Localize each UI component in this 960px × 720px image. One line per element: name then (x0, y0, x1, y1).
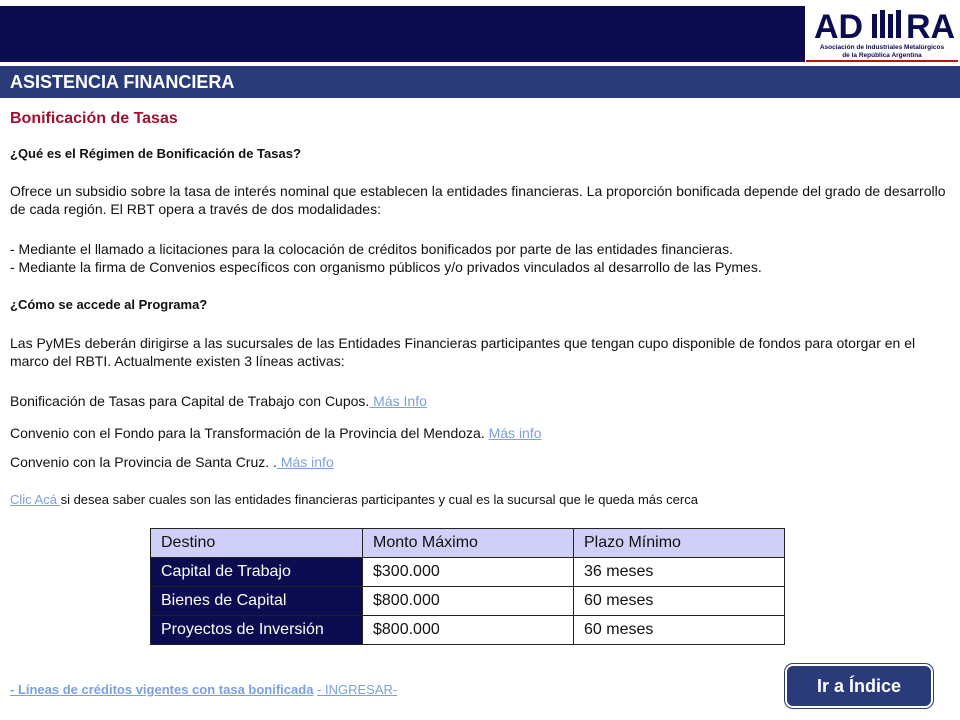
lineas-creditos-link[interactable]: - Líneas de créditos vigentes con tasa bonificada (10, 682, 314, 697)
table-cell-plazo: 60 meses (574, 616, 785, 645)
logo-subtitle: Asociación de Industriales Metalúrgicos de la República Argentina (819, 44, 945, 59)
line-convenio-mendoza-text: Convenio con el Fondo para la Transformación de la Provincia del Mendoza. (10, 425, 489, 441)
table-cell-monto: $300.000 (363, 558, 574, 587)
svg-text:AD: AD (814, 8, 864, 42)
table-cell-destino: Capital de Trabajo (151, 558, 363, 587)
table-header-cell: Monto Máximo (363, 529, 574, 558)
line-capital-trabajo-text: Bonificación de Tasas para Capital de Trabajo con Cupos. (10, 393, 370, 409)
section-title: ASISTENCIA FINANCIERA (10, 72, 235, 92)
table-header-cell: Destino (151, 529, 363, 558)
question-what: ¿Qué es el Régimen de Bonificación de Tasas? (10, 146, 301, 161)
line-convenio-santa-cruz-text: Convenio con la Provincia de Santa Cruz. . (10, 454, 277, 470)
table-cell-plazo: 60 meses (574, 587, 785, 616)
logo-stripe (806, 60, 958, 62)
table-cell-destino: Proyectos de Inversión (151, 616, 363, 645)
mas-info-link-santa-cruz[interactable]: Más info (276, 454, 334, 470)
line-entidades (10, 491, 950, 509)
table-row (151, 558, 785, 587)
table-header-row (151, 529, 785, 558)
footer-links (10, 682, 397, 697)
adimra-logo-icon (814, 8, 958, 42)
paragraph-access: Las PyMEs deberán dirigirse a las sucursales de las Entidades Financieras participantes que tengan cupo disponible de fondos para otorgar en el marco del RBTI. Actualmente existen 3 líneas activas: (10, 335, 916, 369)
table-header-cell: Plazo Mínimo (574, 529, 785, 558)
mas-info-link-mendoza[interactable]: Más info (488, 425, 542, 441)
clic-aca-link[interactable]: Clic Acá (10, 492, 61, 507)
table-row (151, 616, 785, 645)
adimra-logo (806, 6, 958, 62)
go-to-index-button[interactable]: Ir a Índice (785, 664, 933, 708)
bullet-convenios: - Mediante la firma de Convenios específicos con organismo públicos y/o privados vinculados al desarrollo de las Pymes. (10, 259, 762, 275)
page-subtitle: Bonificación de Tasas (10, 110, 178, 127)
line-capital-trabajo (10, 392, 950, 410)
header-banner (0, 6, 805, 62)
svg-text:RA: RA (906, 8, 956, 42)
table-cell-monto: $800.000 (363, 587, 574, 616)
paragraph-description: Ofrece un subsidio sobre la tasa de interés nominal que establecen la entidades financieras. La proporción bonificada depende del grado de desarrollo de cada región. El RBT opera a través de dos modalidades: (10, 183, 946, 217)
ingresar-link[interactable]: - INGRESAR- (317, 682, 398, 697)
table-row (151, 587, 785, 616)
line-convenio-mendoza (10, 424, 950, 442)
mas-info-link-capital[interactable]: Más Info (369, 393, 427, 409)
line-entidades-text: si desea saber cuales son las entidades financieras participantes y cual es la sucursal que le queda más cerca (60, 492, 698, 507)
rates-table (150, 528, 785, 645)
table-cell-monto: $800.000 (363, 616, 574, 645)
bullet-licitaciones: - Mediante el llamado a licitaciones para la colocación de créditos bonificados por parte de las entidades financieras. (10, 241, 733, 257)
table-cell-plazo: 36 meses (574, 558, 785, 587)
section-header (0, 66, 960, 98)
line-convenio-santa-cruz (10, 453, 950, 471)
question-how: ¿Cómo se accede al Programa? (10, 297, 208, 312)
table-cell-destino: Bienes de Capital (151, 587, 363, 616)
